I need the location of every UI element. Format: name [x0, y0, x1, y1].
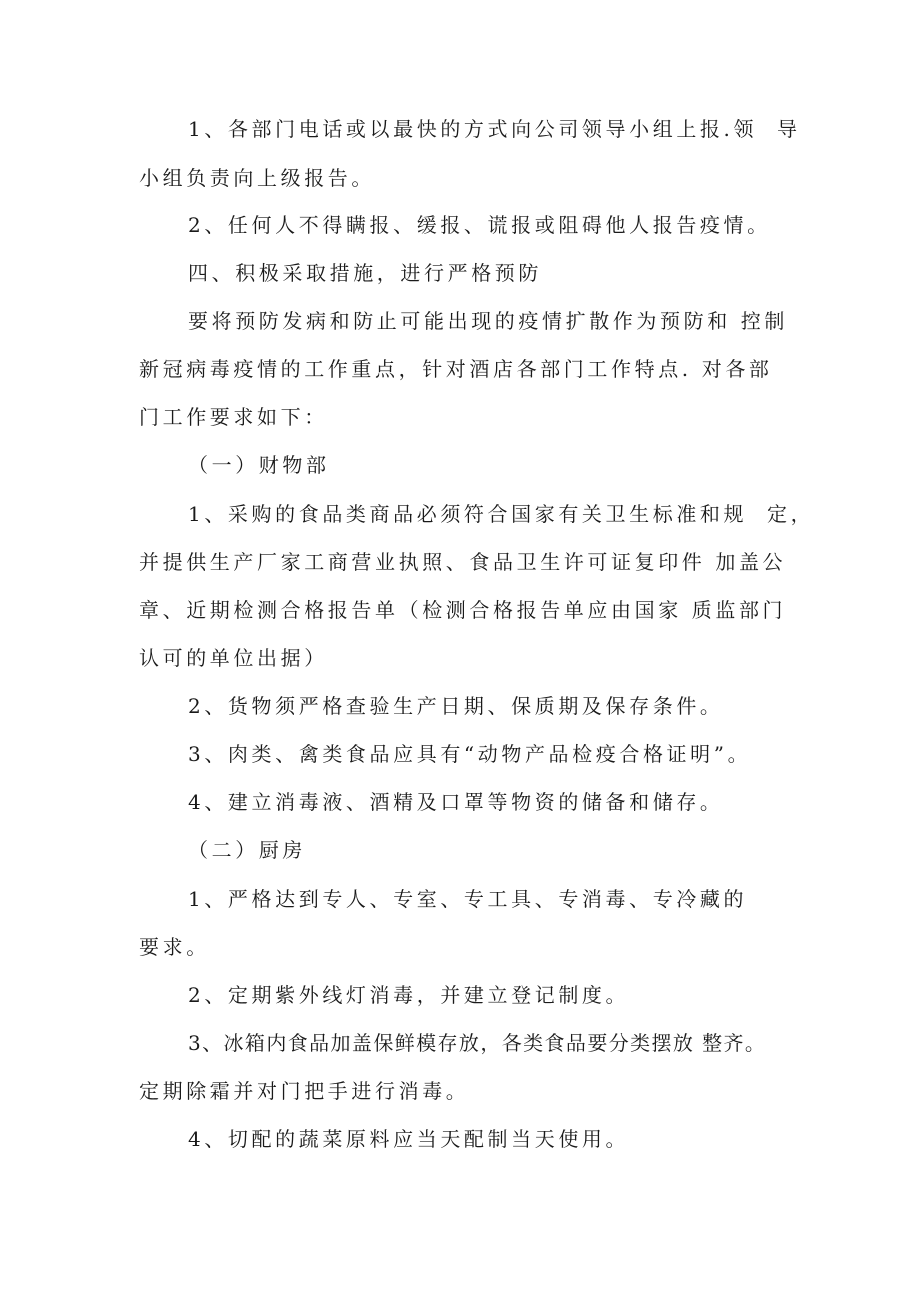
section-heading: 四、积极采取措施，进行严格预防: [188, 261, 542, 285]
text-line: 2、定期紫外线灯消毒，并建立登记制度。: [188, 983, 630, 1007]
text-line: 并提供生产厂家工商营业执照、食品卫生许可证复印件 加盖公: [139, 550, 787, 574]
subsection-heading: （一）财物部: [188, 453, 330, 477]
text-line: 门工作要求如下：: [139, 405, 328, 429]
text-line: 1、采购的食品类商品必须符合国家有关卫生标准和规 定，: [188, 502, 815, 526]
text-line: 小组负责向上级报告。: [139, 166, 375, 190]
text-line: 2、货物须严格查验生产日期、保质期及保存条件。: [188, 694, 724, 718]
text-line: 2、任何人不得瞒报、缓报、谎报或阻碍他人报告疫情。: [188, 213, 771, 237]
text-line: 要将预防发病和防止可能出现的疫情扩散作为预防和 控制: [188, 309, 788, 333]
text-line: 新冠病毒疫情的工作重点，针对酒店各部门工作特点. 对各部: [139, 357, 773, 381]
text-line: 4、切配的蔬菜原料应当天配制当天使用。: [188, 1127, 630, 1151]
text-line: 4、建立消毒液、酒精及口罩等物资的储备和储存。: [188, 790, 724, 814]
text-line: 认可的单位出据）: [139, 646, 328, 670]
text-line: 要求。: [139, 935, 210, 959]
text-line: 章、近期检测合格报告单（检测合格报告单应由国家 质监部门: [139, 598, 787, 622]
text-line: 1、严格达到专人、专室、专工具、专消毒、专冷藏的: [188, 887, 748, 911]
text-line: 1、各部门电话或以最快的方式向公司领导小组上报.领 导: [188, 117, 801, 141]
text-line: 3、冰箱内食品加盖保鲜模存放，各类食品要分类摆放 整齐。: [188, 1031, 767, 1055]
text-line: 定期除霜并对门把手进行消毒。: [139, 1079, 470, 1103]
subsection-heading: （二）厨房: [188, 838, 306, 862]
text-line: 3、肉类、禽类食品应具有“动物产品检疫合格证明”。: [188, 742, 752, 766]
